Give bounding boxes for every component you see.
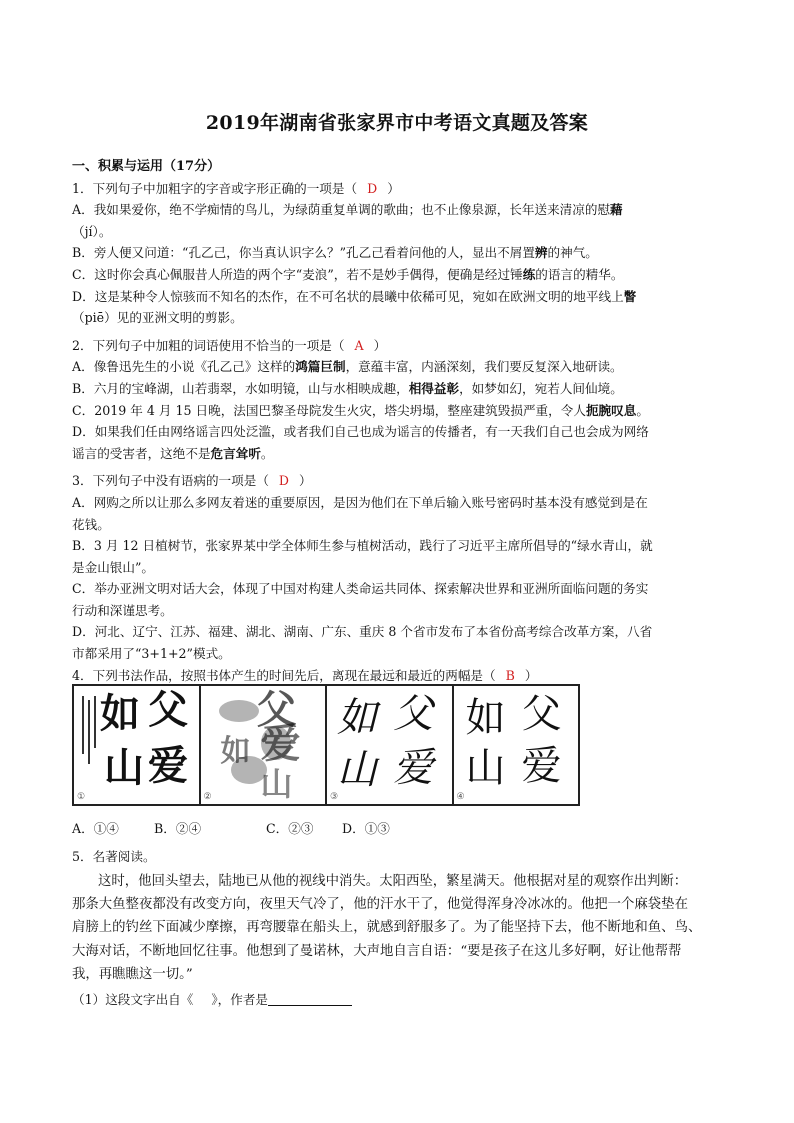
panel-number: ④ [456,792,465,802]
q2-stem-close: ） [373,337,387,353]
q3-stem-close: ） [299,473,312,489]
q4-options [72,818,732,840]
glyph: 爱 [260,721,301,767]
inscription-stroke [88,700,90,764]
passage-line: 我，再瞧瞧这一切。” [72,967,193,983]
q1-option-c [72,264,732,286]
q3-option-b-cont: 是金山银山”。 [72,559,155,575]
q2-option-b [72,378,732,400]
q2-a-bold: 鸿篇巨制 [295,359,346,375]
page-title: 2019年湖南省张家界市中考语文真题及答案 [205,112,589,134]
q4-stem-close: ） [524,667,538,683]
q2-c-text: C．2019 年 4 月 15 日晚，法国巴黎圣母院发生火灾，塔尖坍塌，整座建筑毁损严重，令人 [72,402,586,418]
q2-a-post: ，意蕴丰富，内涵深刻，我们要反复深入地研读。 [345,359,623,375]
q1-option-d-cont: （piē）见的亚洲文明的剪影。 [72,310,243,326]
q2-answer: A [354,337,364,353]
glyph: 如 [220,734,251,769]
q5-sub1 [72,989,732,1011]
glyph: 山 [104,745,144,791]
q5-stem: 5．名著阅读。 [72,849,156,864]
glyph: 爱 [148,743,188,789]
glyph: 山 [465,745,506,791]
q1-d-bold: 瞥 [623,288,637,304]
q2-d-bold: 危言耸听 [210,445,261,461]
q1-b-post: 的神气。 [547,245,598,261]
glyph: 山 [260,765,293,803]
panel-number: ① [77,792,86,802]
glyph: 如 [100,691,140,737]
ink-smudge [219,700,259,722]
q4-answer: B [505,667,515,683]
q1-d-text: D．这是某种令人惊骇而不知名的杰作，在不可名状的晨曦中依稀可见，宛如在欧洲文明的地平线上 [72,288,624,304]
q5-block [72,846,732,1010]
q1-stem [72,178,732,200]
q3-stem [72,470,732,492]
calligraphy-panel-2 [201,686,328,804]
q2-c-post: 。 [636,402,649,418]
q2-stem [72,335,732,357]
q4-option-a: A．①④ [72,821,119,836]
q3-option-d-cont: 市都采用了“3+1+2”模式。 [72,646,231,662]
q1-c-bold: 练 [522,266,536,282]
calligraphy-panel-4 [454,686,579,804]
q2-option-c [72,400,732,422]
passage-line: 大海对话，不断地回忆往事。他想到了曼诺林，大声地自言自语：“要是孩子在这儿多好啊，好让他帮帮 [72,943,682,959]
q2-option-d: D．如果我们任由网络谣言四处泛滥，或者我们自己也成为谣言的传播者，有一天我们自己也会成为网络 [72,424,649,440]
q2-a-text: A．像鲁迅先生的小说《孔乙己》这样的 [72,359,296,375]
section-heading: 一、积累与运用（17分） [72,159,221,174]
questions-block [72,156,732,686]
glyph: 父 [521,691,562,737]
q3-option-d: D．河北、辽宁、江苏、福建、湖北、湖南、广东、重庆 8 个省市发布了本省份高考综合改革方案，八省 [72,624,653,640]
panel-number: ③ [330,792,339,802]
q3-option-c: C．举办亚洲文明对话大会，体现了中国对构建人类命运共同体、探索解决世界和亚洲所面临问题的务实 [72,581,649,597]
q3-option-a-cont: 花钱。 [72,516,110,532]
q2-d-post: 。 [260,445,274,461]
q1-answer: D [367,180,378,196]
q5-sub1-pre: （1）这段文字出自《 [72,991,194,1007]
q1-b-bold: 辨 [534,245,548,261]
q3-option-a: A．网购之所以让那么多网友着迷的重要原因，是因为他们在下单后输入账号密码时基本没有感觉到是在 [72,494,648,510]
q2-d-text: 谣言的受害者，这绝不是 [72,445,211,461]
q4-option-b: B．②④ [154,821,202,836]
q3-option-b: B．3 月 12 日植树节，张家界某中学全体师生参与植树活动，践行了习近平主席所倡导的“绿水青山，就 [72,538,653,554]
q4-option-d: D．①③ [342,821,390,836]
passage-line: 这时，他回头望去，陆地已从他的视线中消失。太阳西坠，繁星满天。他根据对星的观察作出判断： [98,873,688,889]
q3-answer: D [278,473,290,489]
q1-a-text: A．我如果爱你，绝不学痴情的鸟儿，为绿荫重复单调的歌曲；也不止像泉源，长年送来清凉的慰 [72,202,611,218]
q1-stem-text: 1．下列句子中加粗字的字音或字形正确的一项是（ [72,180,358,196]
q4-stem [72,665,732,687]
q4-options-line [72,818,732,840]
q5-passage [72,870,732,987]
q1-stem-close: ） [387,180,400,196]
q1-option-b [72,242,732,264]
q2-option-a [72,356,732,378]
q3-option-c-cont: 行动和深谨思考。 [72,602,173,618]
q1-option-d [72,286,732,308]
glyph: 爱 [393,745,433,791]
inscription-stroke [82,696,84,754]
calligraphy-panel-1 [74,686,201,804]
panel-number: ② [203,792,212,802]
glyph: 父 [148,687,188,733]
q4-stem-text: 4．下列书法作品，按照书体产生的时间先后，离现在最远和最近的两幅是（ [72,667,496,683]
glyph: 山 [337,747,377,793]
passage-line: 那条大鱼整夜都没有改变方向，夜里天气冷了，他的汗水干了，他觉得浑身冷冰冰的。他把一个麻袋垫在 [72,897,688,912]
author-blank[interactable] [268,991,352,1006]
q2-b-text: B．六月的宝峰湖，山若翡翠，水如明镜，山与水相映成趣， [72,380,409,396]
calligraphy-panel-3 [327,686,454,804]
q1-a-bold: 藉 [610,202,623,218]
glyph: 爱 [521,743,562,789]
q2-stem-text: 2．下列句子中加粗的词语使用不恰当的一项是（ [72,337,345,353]
q2-b-post: ，如梦如幻，宛若人间仙境。 [459,380,623,396]
q4-option-c: C．②③ [266,821,314,836]
q3-stem-text: 3．下列句子中没有语病的一项是（ [72,473,269,489]
q2-c-bold: 扼腕叹息 [585,402,637,418]
glyph: 父 [256,687,297,733]
q1-c-text: C．这时你会真心佩服昔人所造的两个字“麦浪”，若不是妙手偶得，便确是经过锤 [72,266,523,282]
q2-option-d-cont [72,443,732,465]
glyph: 如 [337,695,377,741]
q1-c-post: 的语言的精华。 [535,266,624,282]
q2-b-bold: 相得益彰 [408,380,460,396]
q1-option-a-cont: （jí）。 [72,223,112,239]
calligraphy-image [72,684,580,806]
q1-option-a [72,199,732,221]
q5-sub1-mid: 》，作者是 [211,991,269,1007]
q1-b-text: B．旁人便又问道：“孔乙己，你当真认识字么？”孔乙己看着问他的人，显出不屑置 [72,245,535,261]
glyph: 如 [465,695,506,741]
passage-line: 肩膀上的钓丝下面减少摩擦，再弯腰靠在船头上，就感到舒服多了。为了能坚持下去，他不断地和鱼、鸟、 [72,920,702,936]
inscription-stroke [94,696,96,748]
glyph: 父 [393,691,433,737]
